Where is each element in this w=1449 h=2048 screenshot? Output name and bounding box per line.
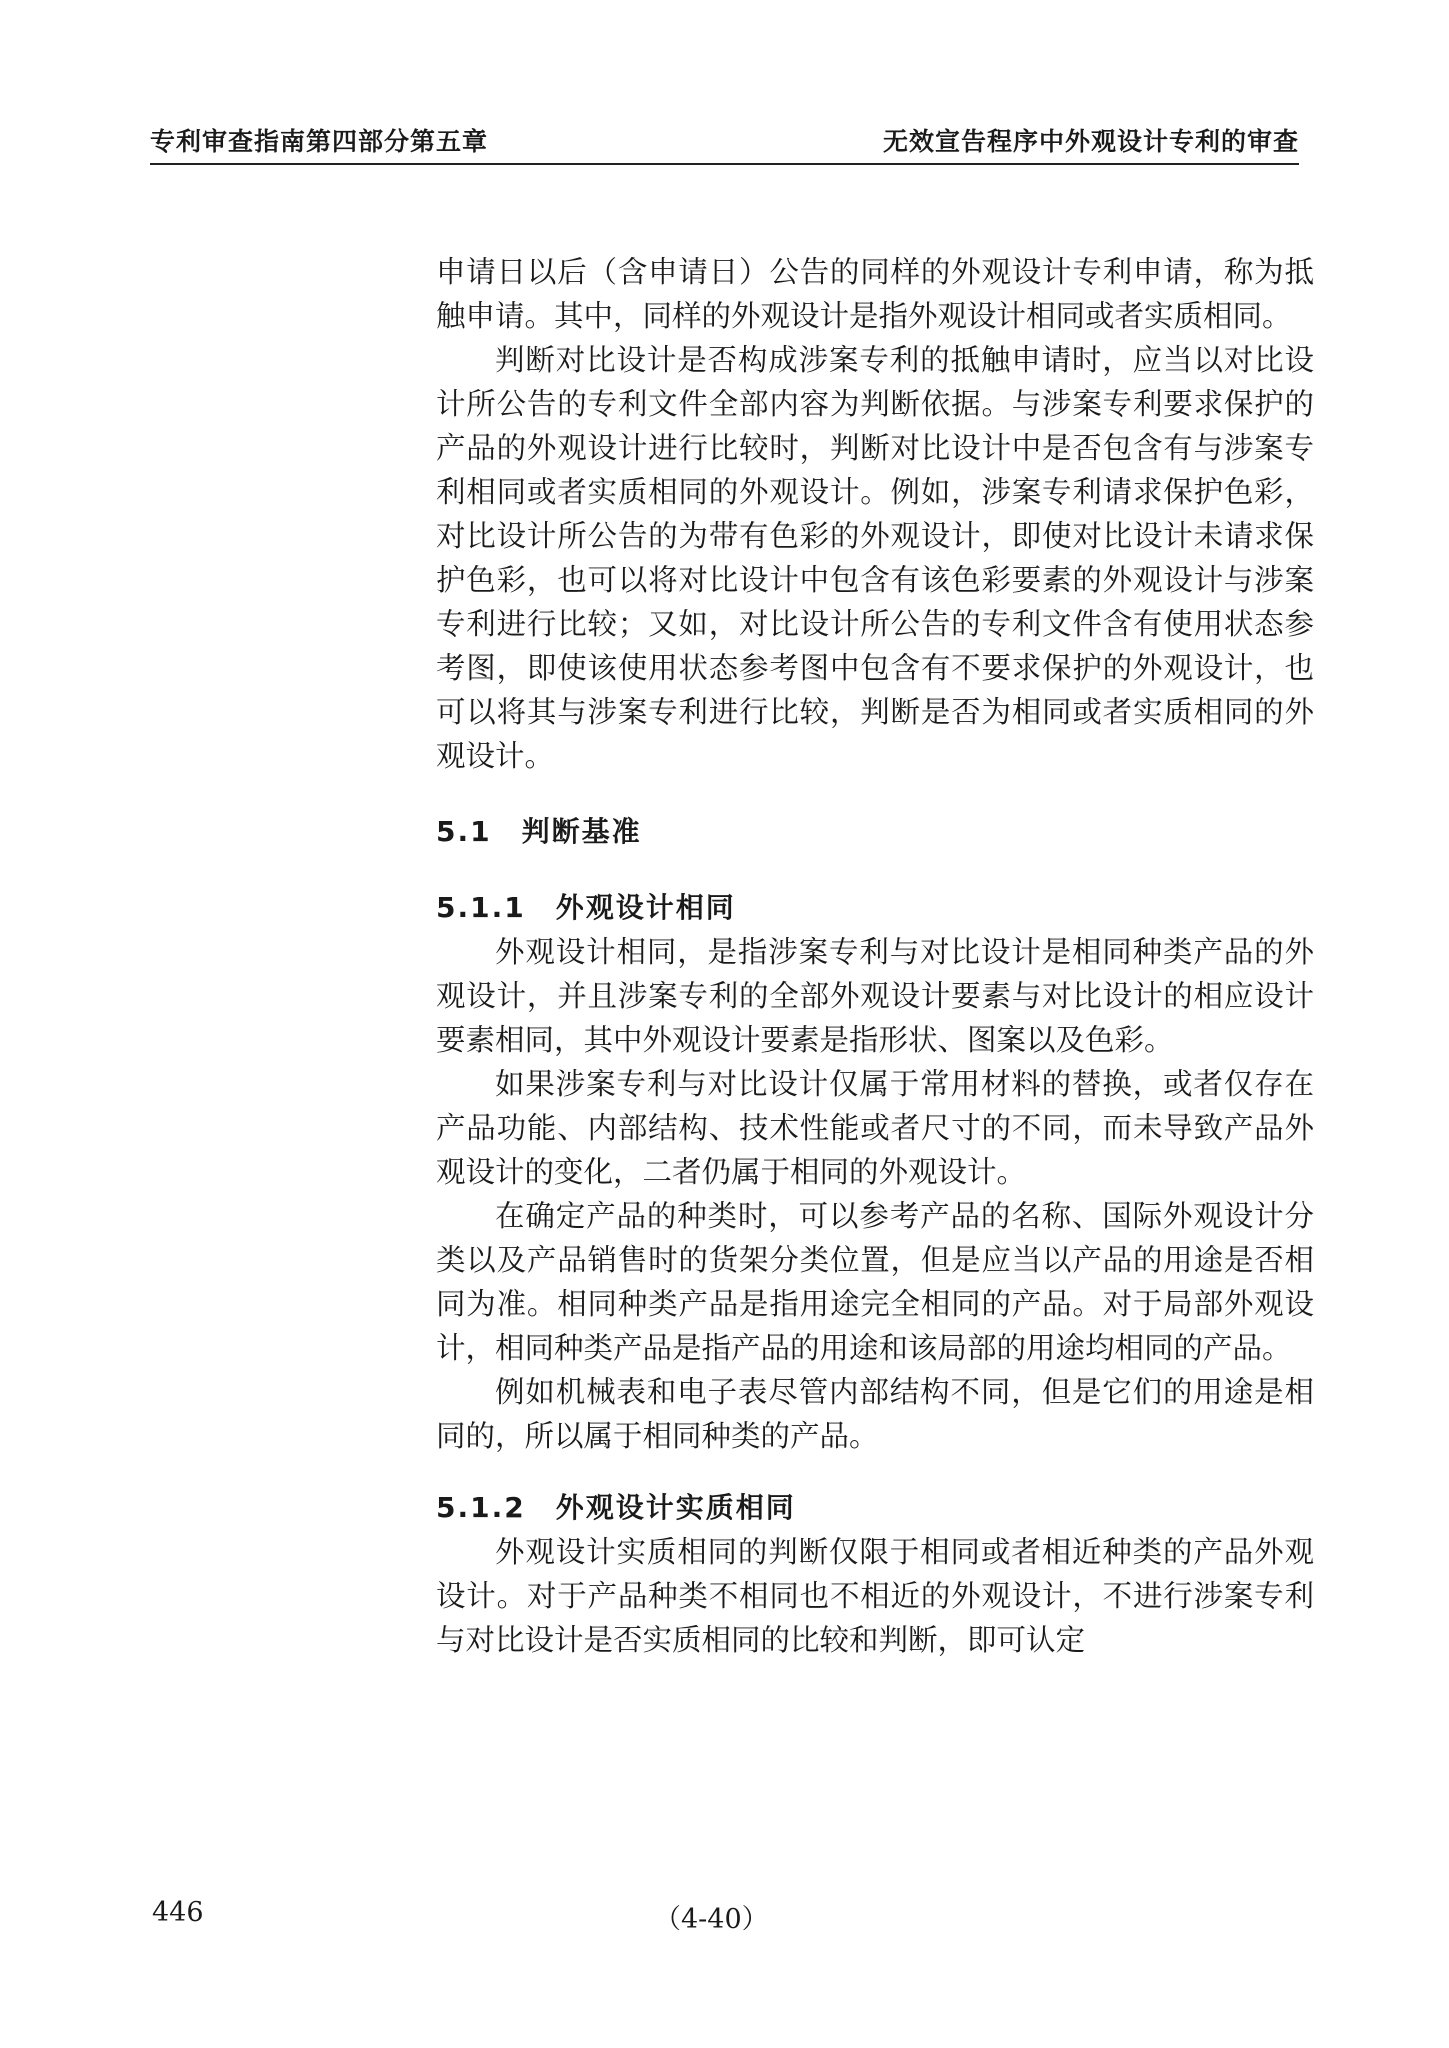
- section-number: 5.1.1: [436, 891, 526, 924]
- section-page-reference: （4-40）: [654, 1904, 769, 1935]
- section-heading-5-1: [436, 810, 1314, 854]
- paragraph-3: 外观设计相同，是指涉案专利与对比设计是相同种类产品的外观设计，并且涉案专利的全部外观设计要素与对比设计的相应设计要素相同，其中外观设计要素是指形状、图案以及色彩。: [436, 935, 1314, 1057]
- section-heading-5-1-1: [436, 886, 1314, 930]
- section-title: 外观设计相同: [555, 891, 736, 924]
- paragraph-1: 申请日以后（含申请日）公告的同样的外观设计专利申请，称为抵触申请。其中，同样的外观设计是指外观设计相同或者实质相同。: [436, 255, 1314, 333]
- running-header: [150, 118, 1299, 158]
- section-heading-5-1-2: [436, 1486, 1314, 1530]
- paragraph-6: 例如机械表和电子表尽管内部结构不同，但是它们的用途是相同的，所以属于相同种类的产品。: [436, 1375, 1314, 1453]
- header-rule: [150, 163, 1299, 165]
- header-chapter-title: 专利审查指南第四部分第五章: [150, 127, 489, 156]
- header-section-title: 无效宣告程序中外观设计专利的审查: [882, 127, 1299, 156]
- section-title: 外观设计实质相同: [555, 1491, 796, 1524]
- paragraph-5: 在确定产品的种类时，可以参考产品的名称、国际外观设计分类以及产品销售时的货架分类位置，但是应当以产品的用途是否相同为准。相同种类产品是指用途完全相同的产品。对于局部外观设计，相同种类产品是指产品的用途和该局部的用途均相同的产品。: [436, 1199, 1314, 1365]
- page-number: 446: [152, 1897, 204, 1928]
- section-number: 5.1: [436, 815, 492, 848]
- main-content: [436, 250, 1314, 1662]
- paragraph-7: 外观设计实质相同的判断仅限于相同或者相近种类的产品外观设计。对于产品种类不相同也不相近的外观设计，不进行涉案专利与对比设计是否实质相同的比较和判断，即可认定: [436, 1535, 1314, 1657]
- paragraph-2: 判断对比设计是否构成涉案专利的抵触申请时，应当以对比设计所公告的专利文件全部内容为判断依据。与涉案专利要求保护的产品的外观设计进行比较时，判断对比设计中是否包含有与涉案专利相同或者实质相同的外观设计。例如，涉案专利请求保护色彩，对比设计所公告的为带有色彩的外观设计，即使对比设计未请求保护色彩，也可以将对比设计中包含有该色彩要素的外观设计与涉案专利进行比较；又如，对比设计所公告的专利文件含有使用状态参考图，即使该使用状态参考图中包含有不要求保护的外观设计，也可以将其与涉案专利进行比较，判断是否为相同或者实质相同的外观设计。: [436, 343, 1314, 773]
- section-title: 判断基准: [521, 815, 642, 848]
- paragraph-4: 如果涉案专利与对比设计仅属于常用材料的替换，或者仅存在产品功能、内部结构、技术性能或者尺寸的不同，而未导致产品外观设计的变化，二者仍属于相同的外观设计。: [436, 1067, 1314, 1189]
- section-number: 5.1.2: [436, 1491, 526, 1524]
